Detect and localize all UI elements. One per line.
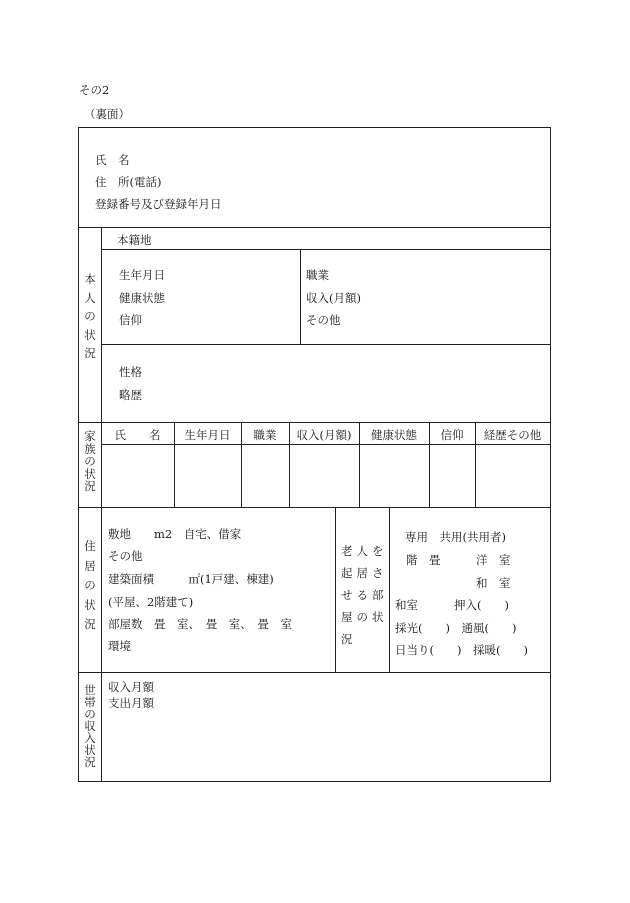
family-col-religion: 信仰 <box>440 428 464 442</box>
page-label: その2 <box>79 83 110 97</box>
housing-line-site: 敷地 m2 自宅、借家 <box>108 527 242 541</box>
registration-form <box>78 127 551 782</box>
income-label: 収入(月額) <box>306 291 361 305</box>
family-header-divider <box>101 444 550 445</box>
housing-line-other: その他 <box>108 549 143 563</box>
household-expense-label: 支出月額 <box>108 696 154 710</box>
room-light-ventilation: 採光( ) 通風( ) <box>395 621 517 635</box>
household-income-label: 収入月額 <box>108 680 154 694</box>
divider-4 <box>79 672 550 673</box>
history-label: 略歴 <box>119 388 142 402</box>
honseki-divider <box>101 249 550 250</box>
personality-label: 性格 <box>119 365 142 379</box>
family-col-birth: 生年月日 <box>184 428 231 442</box>
personal-mid-line <box>300 249 301 344</box>
family-col-occupation: 職業 <box>253 428 277 442</box>
health-label: 健康状態 <box>119 291 165 305</box>
household-section-title: 世 帯 の 収 入 状 況 <box>84 683 96 770</box>
personal-lower-divider <box>101 344 550 345</box>
room-western: 洋 室 <box>476 553 511 567</box>
housing-col-line-2 <box>389 507 390 672</box>
family-col-name: 氏 名 <box>114 428 161 442</box>
family-col-history: 経歴その他 <box>483 428 542 442</box>
applicant-name-label: 氏 名 <box>95 153 130 167</box>
honseki-label: 本籍地 <box>117 233 152 247</box>
divider-2 <box>79 422 550 423</box>
birth-date-label: 生年月日 <box>119 268 165 282</box>
personal-section-title: 本 人 の 状 況 <box>84 272 96 360</box>
religion-label: 信仰 <box>119 313 142 327</box>
housing-line-floors: (平屋、2階建て) <box>108 595 194 609</box>
room-usage-line: 専用 共用(共用者) <box>405 530 506 544</box>
divider-1 <box>79 227 550 228</box>
room-washitsu: 和室 <box>395 598 418 612</box>
family-col-income: 収入(月額) <box>296 428 352 442</box>
occupation-label: 職業 <box>306 268 329 282</box>
left-column-line <box>101 227 102 781</box>
housing-line-environment: 環境 <box>108 639 131 653</box>
room-sunlight-heating: 日当り( ) 採暖( ) <box>395 643 528 657</box>
housing-line-building-area: 建築面積 ㎡(1戸建、棟建) <box>108 572 274 586</box>
divider-3 <box>79 507 550 508</box>
other-label: その他 <box>306 313 341 327</box>
room-japanese: 和 室 <box>476 576 511 590</box>
room-floor-mat: 階 畳 <box>406 553 441 567</box>
housing-line-rooms: 部屋数 畳 室、 畳 室、 畳 室 <box>108 617 292 631</box>
registration-label: 登録番号及び登録年月日 <box>95 197 222 211</box>
room-closet: 押入( ) <box>454 598 509 612</box>
elder-room-title: 老人を 起居さ せる部 屋の状 況 <box>341 544 388 646</box>
housing-col-line-1 <box>335 507 336 672</box>
family-section-title: 家 族 の 状 況 <box>84 429 96 493</box>
side-label: （裏面） <box>84 107 130 121</box>
housing-section-title: 住 居 の 状 況 <box>84 539 96 631</box>
family-col-health: 健康状態 <box>371 428 417 442</box>
applicant-address-label: 住 所(電話) <box>95 175 162 189</box>
